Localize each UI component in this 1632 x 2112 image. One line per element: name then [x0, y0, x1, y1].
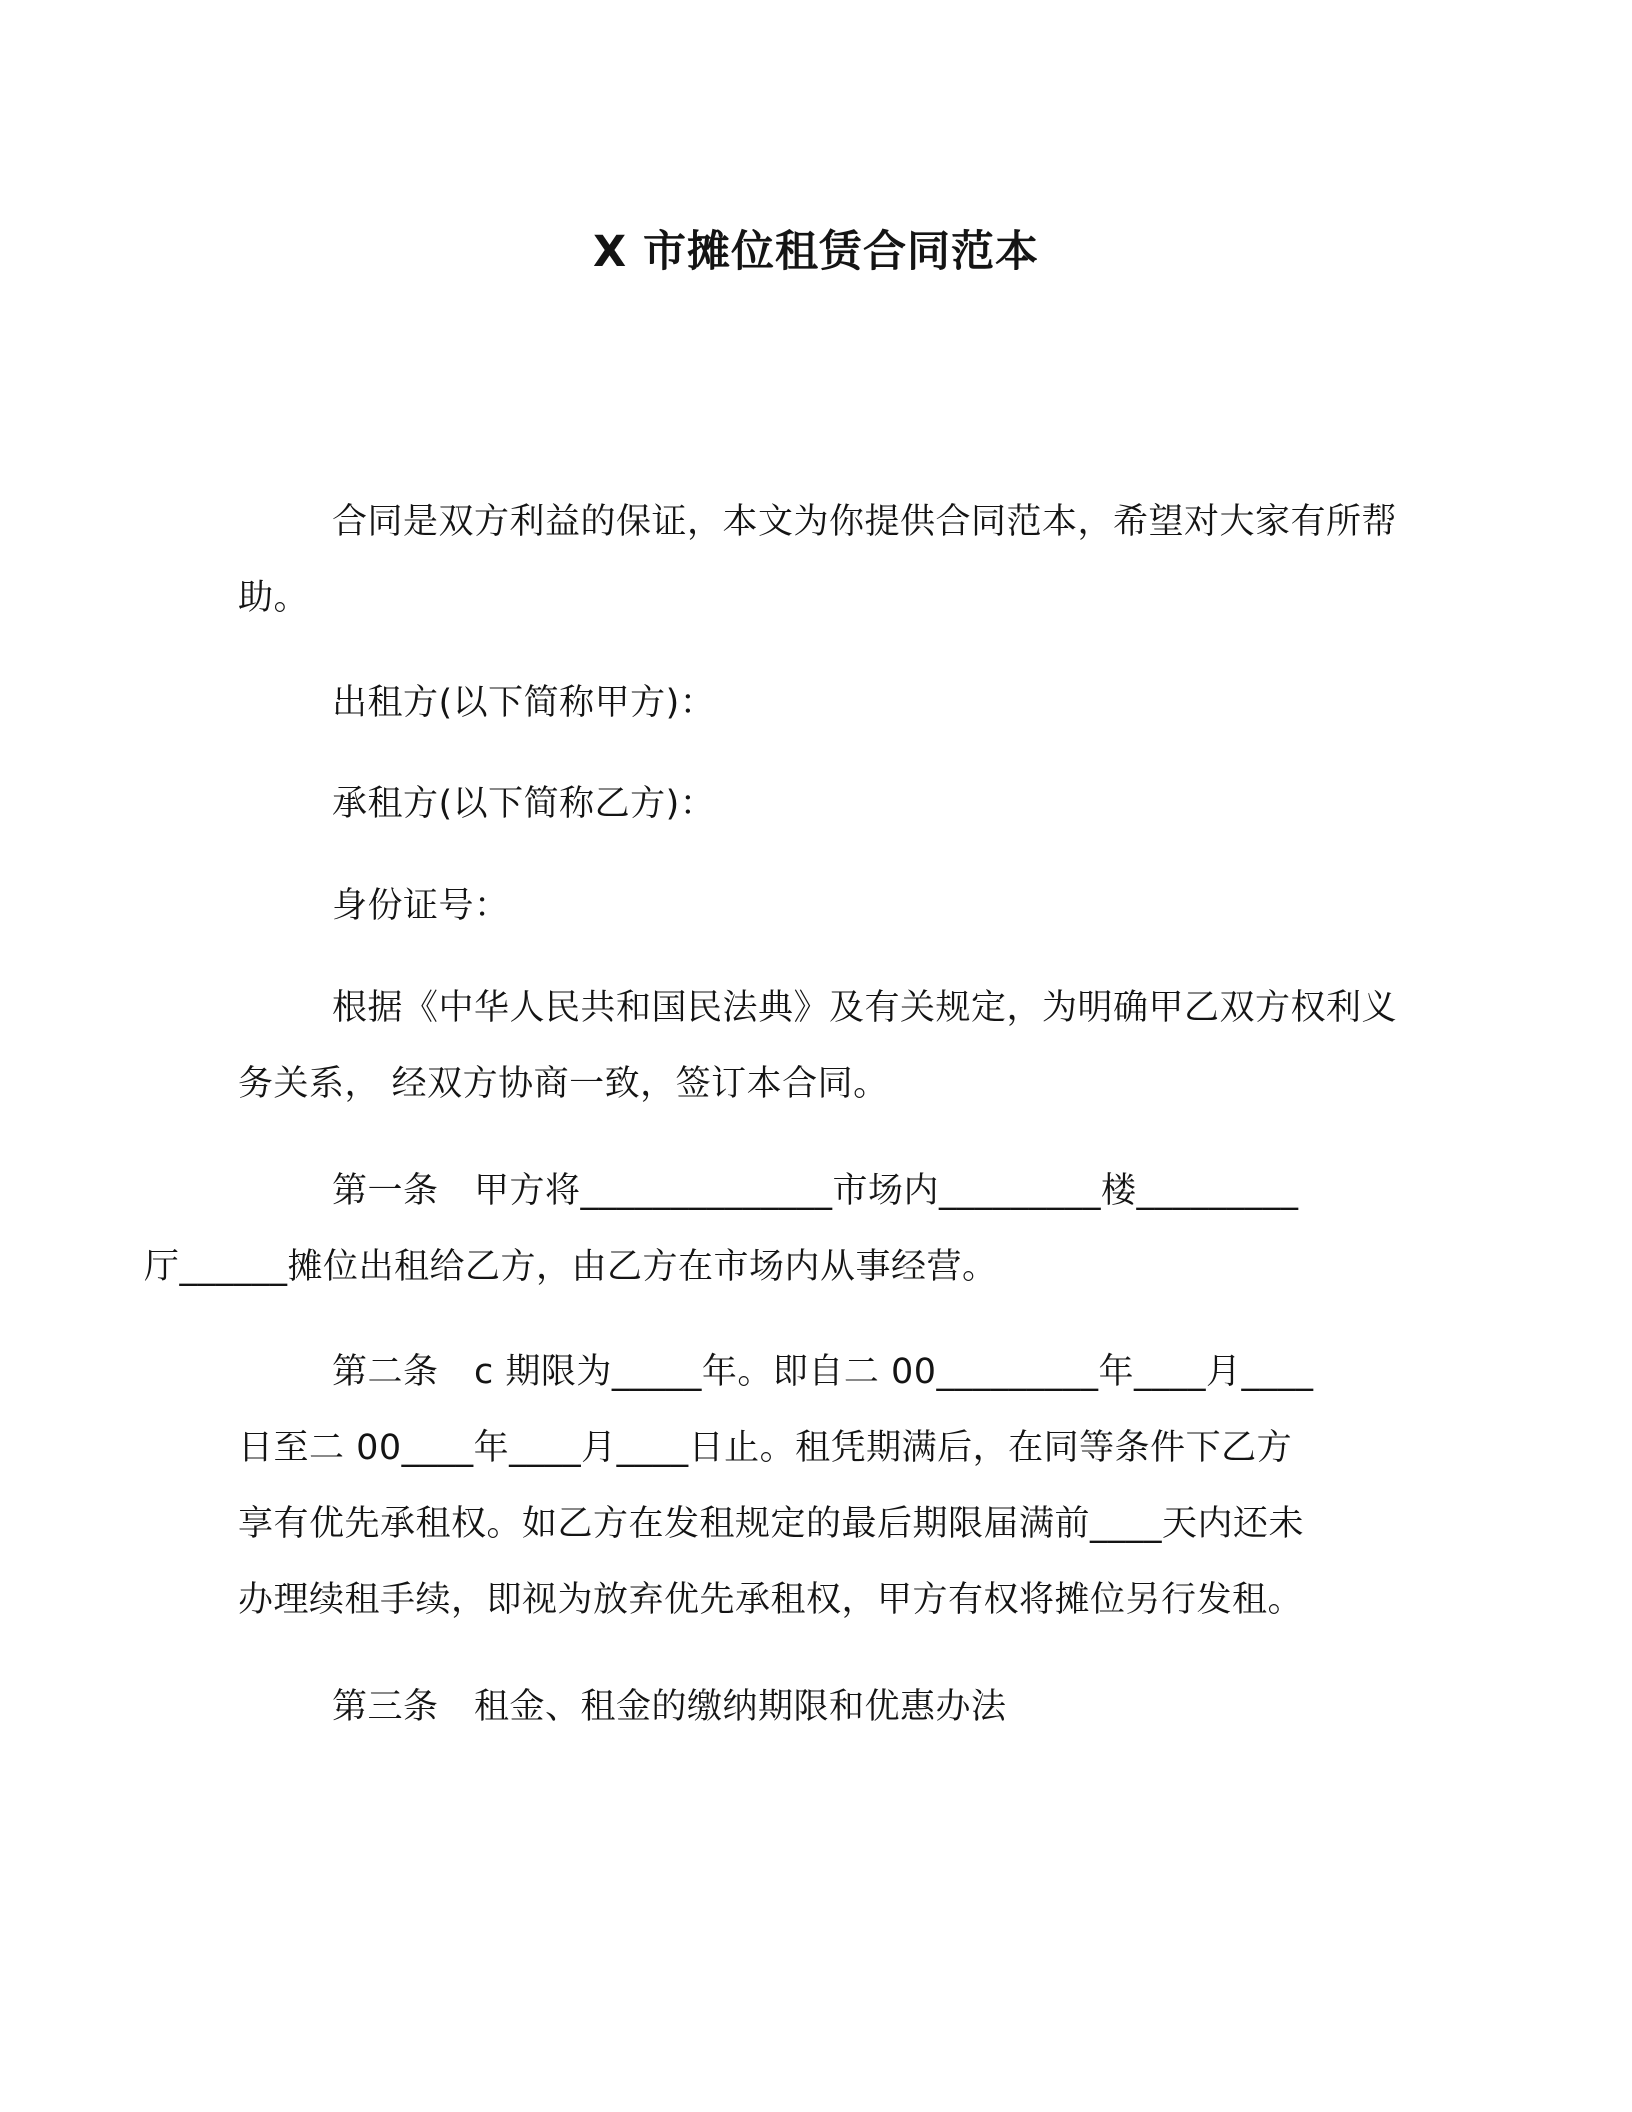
legal-basis-paragraph: 根据《中华人民共和国民法典》及有关规定，为明确甲乙双方权利义务关系， 经双方协商一致，签订本合同。 — [238, 988, 1398, 1104]
article-2-line: 日至二 00____年____月____日止。租凭期满后，在同等条件下乙方 — [238, 1428, 1293, 1468]
article-2-line: 第二条 c 期限为_____年。即自二 00_________年____月____ — [332, 1352, 1314, 1392]
intro-paragraph: 合同是双方利益的保证，本文为你提供合同范本，希望对大家有所帮助。 — [238, 502, 1398, 618]
lessor-field: 出租方(以下简称甲方)： — [332, 683, 716, 723]
article-2-line: 办理续租手续，即视为放弃优先承租权，甲方有权将摊位另行发租。 — [238, 1580, 1304, 1620]
article-1-line: 第一条 甲方将______________市场内_________楼_________ — [332, 1171, 1299, 1211]
article-1 — [144, 1153, 1398, 1305]
article-2-line: 享有优先承租权。如乙方在发租规定的最后期限届满前____天内还未 — [238, 1504, 1305, 1544]
article-1-line: 厅______摊位出租给乙方，由乙方在市场内从事经营。 — [144, 1247, 998, 1287]
document-title: X 市摊位租赁合同范本 — [592, 227, 1040, 277]
article-2 — [238, 1334, 1398, 1638]
id-number-field: 身份证号： — [332, 886, 510, 926]
article-3-heading: 第三条 租金、租金的缴纳期限和优惠办法 — [332, 1687, 1007, 1727]
lessee-field: 承租方(以下简称乙方)： — [332, 784, 716, 824]
